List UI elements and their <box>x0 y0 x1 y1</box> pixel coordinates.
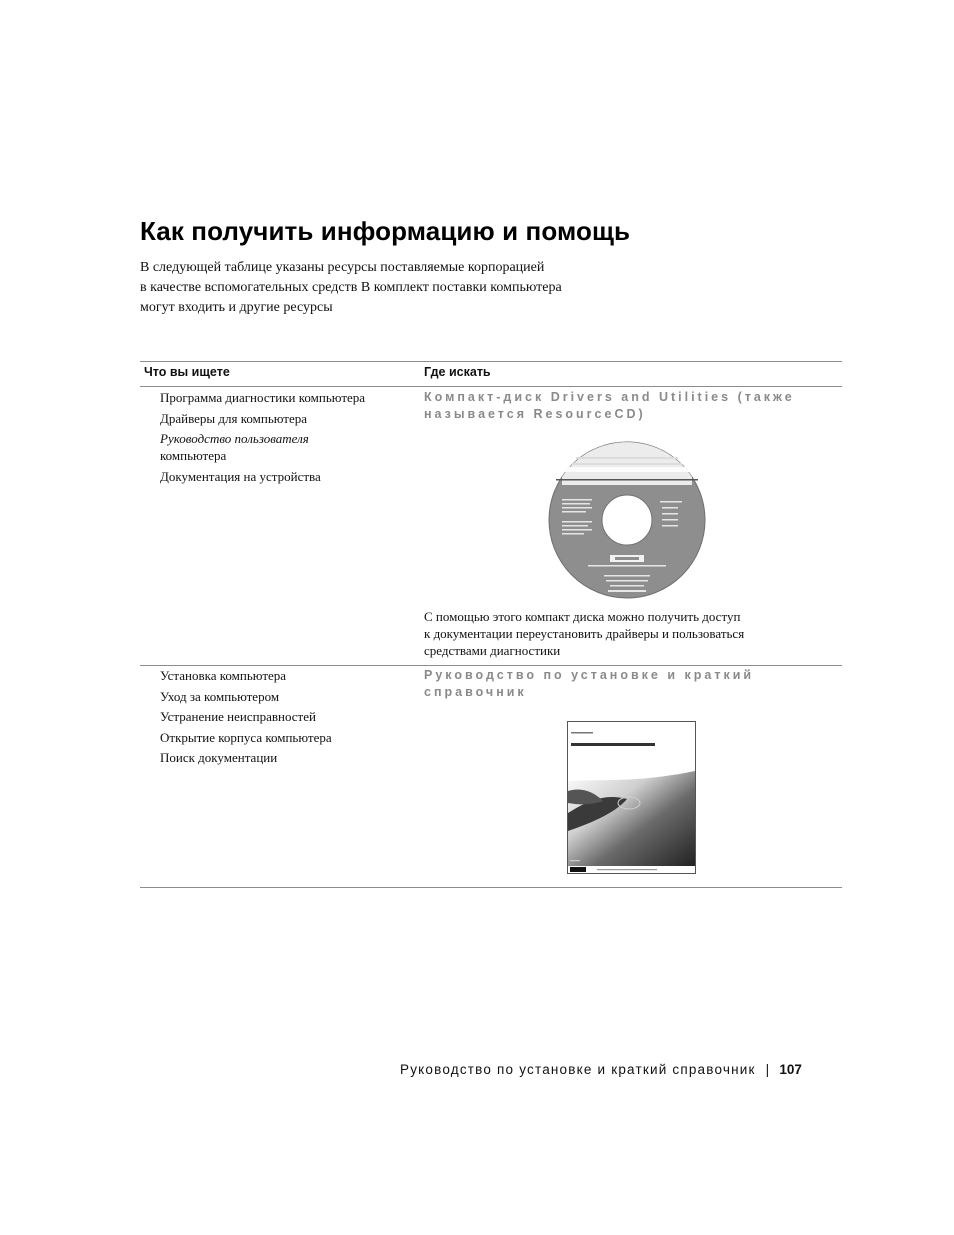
table-top-rule <box>140 361 842 362</box>
column-header-where: Где искать <box>424 365 491 379</box>
footer-label: Руководство по установке и краткий справочник <box>400 1062 756 1077</box>
page-number: 107 <box>779 1062 802 1077</box>
resource-heading-line: Руководство по установке и краткий <box>424 668 755 682</box>
list-item: Документация на устройства <box>160 468 321 484</box>
list-item: Поиск документации <box>160 750 278 765</box>
table-header-rule <box>140 386 842 387</box>
description-line: к документации переустановить драйверы и пользоваться <box>424 626 745 641</box>
footer-separator: | <box>765 1062 771 1077</box>
intro-line: В следующей таблице указаны ресурсы поставляемые корпорацией <box>140 260 545 275</box>
description-line: средствами диагностики <box>424 643 561 658</box>
list-item: Уход за компьютером <box>160 688 280 704</box>
page-title: Как получить информацию и помощь <box>140 216 631 246</box>
drivers-and-utilities-cd-image <box>548 441 706 599</box>
list-item: Установка компьютера <box>160 668 287 683</box>
list-item-user-guide <box>160 430 410 464</box>
description-line: С помощью этого компакт диска можно получить доступ <box>424 609 741 624</box>
table-row-1-items <box>160 389 410 488</box>
intro-line: в качестве вспомогательных средств В комплект поставки компьютера <box>140 280 562 295</box>
intro-paragraph <box>140 258 660 318</box>
resource-heading-line: называется ResourceCD) <box>424 407 646 421</box>
column-header-what: Что вы ищете <box>144 365 230 379</box>
table-row-2-items <box>160 667 410 770</box>
table-row-divider <box>140 665 842 666</box>
cd-description <box>424 608 834 659</box>
setup-and-quick-reference-guide-cover-image <box>567 721 696 874</box>
list-item: Устранение неисправностей <box>160 709 316 724</box>
list-item: Программа диагностики компьютера <box>160 390 366 405</box>
list-item: Драйверы для компьютера <box>160 410 308 426</box>
resource-heading-cd <box>424 389 824 423</box>
resource-heading-line: справочник <box>424 685 527 699</box>
user-guide-title: Руководство пользователя <box>160 431 309 446</box>
intro-line: могут входить и другие ресурсы <box>140 300 333 315</box>
table-bottom-rule <box>140 887 842 888</box>
user-guide-suffix: компьютера <box>160 448 227 463</box>
page-footer <box>400 1062 802 1077</box>
resource-heading-guide <box>424 667 824 701</box>
resource-heading-line: Компакт-диск Drivers and Utilities (также <box>424 390 795 404</box>
list-item: Открытие корпуса компьютера <box>160 729 332 745</box>
